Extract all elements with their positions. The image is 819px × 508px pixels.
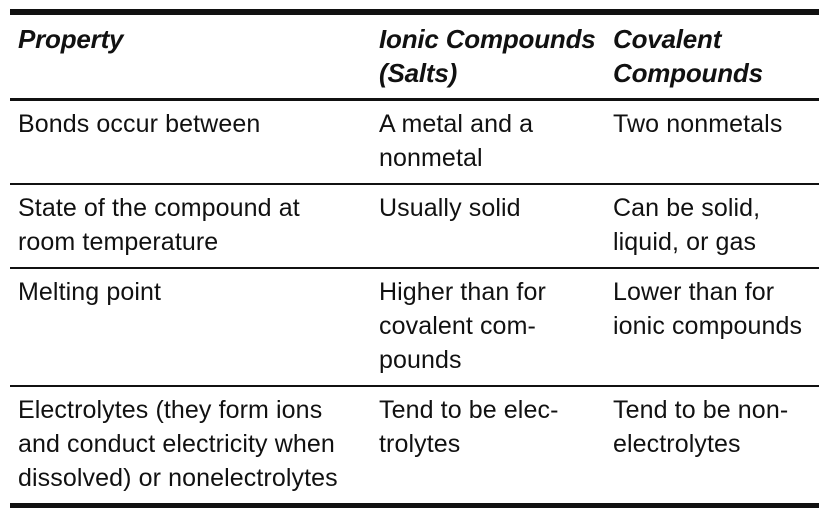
header-covalent-line-1: Covalent xyxy=(613,24,722,54)
cell-ionic xyxy=(371,268,605,386)
cell-property xyxy=(10,386,371,506)
cell-line: Higher than for xyxy=(379,278,546,306)
cell-line: A metal and a xyxy=(379,110,534,138)
cell-line: Bonds occur between xyxy=(18,110,261,138)
cell-line: electrolytes xyxy=(613,430,741,458)
cell-covalent xyxy=(605,386,819,506)
cell-line: nonmetal xyxy=(379,144,483,172)
table-row-electrolytes xyxy=(10,386,819,506)
cell-line: trolytes xyxy=(379,430,461,458)
header-property-line-1: Property xyxy=(18,24,124,54)
header-ionic-line-2: (Salts) xyxy=(379,58,458,88)
header-ionic-line-1: Ionic Compounds xyxy=(379,24,596,54)
cell-line: State of the compound at xyxy=(18,194,300,222)
cell-covalent xyxy=(605,184,819,268)
table-header xyxy=(10,12,819,100)
header-ionic-compounds xyxy=(371,12,605,100)
table-row-bonds xyxy=(10,100,819,185)
cell-line: room temperature xyxy=(18,228,219,256)
table-body xyxy=(10,100,819,506)
cell-line: Tend to be non- xyxy=(613,396,789,424)
cell-line: Electrolytes (they form ions xyxy=(18,396,323,424)
header-covalent-compounds xyxy=(605,12,819,100)
cell-line: liquid, or gas xyxy=(613,228,757,256)
cell-line: Melting point xyxy=(18,278,162,306)
table-row-melting-point xyxy=(10,268,819,386)
cell-line: and conduct electricity when xyxy=(18,430,335,458)
cell-line: Two nonmetals xyxy=(613,110,783,138)
cell-line: Tend to be elec- xyxy=(379,396,559,424)
header-property xyxy=(10,12,371,100)
cell-ionic xyxy=(371,386,605,506)
cell-ionic xyxy=(371,100,605,185)
cell-property xyxy=(10,268,371,386)
cell-property xyxy=(10,184,371,268)
cell-line: dissolved) or nonelectrolytes xyxy=(18,464,338,492)
cell-line: Can be solid, xyxy=(613,194,761,222)
cell-property xyxy=(10,100,371,185)
header-row xyxy=(10,12,819,100)
cell-covalent xyxy=(605,268,819,386)
cell-line: pounds xyxy=(379,346,462,374)
cell-line: ionic compounds xyxy=(613,312,803,340)
table-row-state xyxy=(10,184,819,268)
cell-line: Usually solid xyxy=(379,194,521,222)
cell-covalent xyxy=(605,100,819,185)
cell-line: covalent com- xyxy=(379,312,536,340)
ionic-covalent-comparison-table xyxy=(10,9,819,508)
cell-ionic xyxy=(371,184,605,268)
cell-line: Lower than for xyxy=(613,278,775,306)
header-covalent-line-2: Compounds xyxy=(613,58,763,88)
